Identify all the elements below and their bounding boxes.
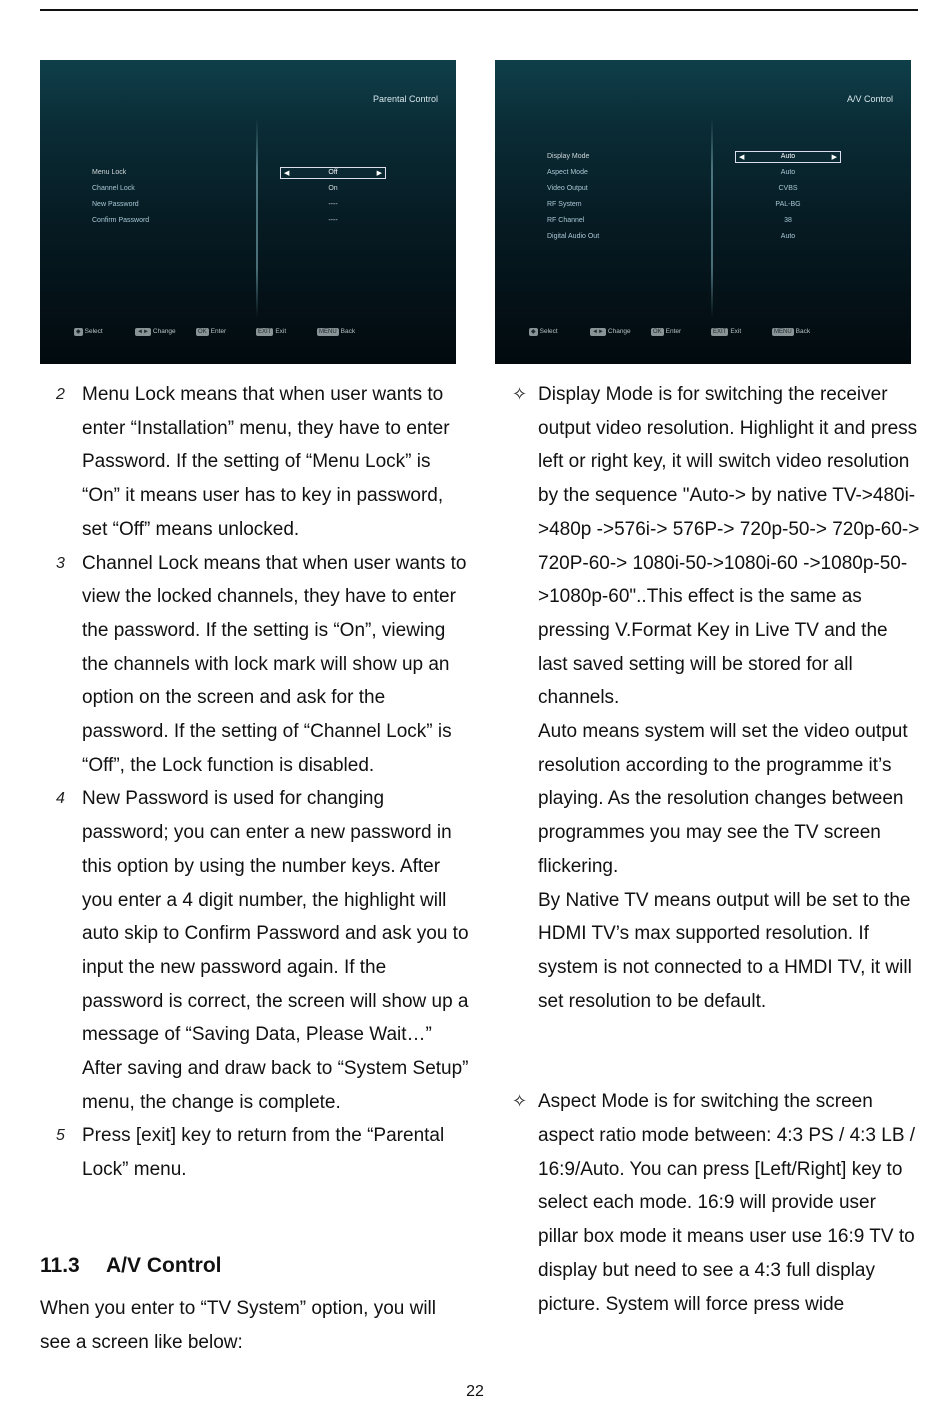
change-key-icon: ◄► xyxy=(592,329,604,335)
top-rule xyxy=(40,9,918,11)
menu-key-icon: MENU xyxy=(774,329,792,335)
left-arrow-icon: ◀ xyxy=(284,170,290,177)
item-number: 5 xyxy=(56,1127,65,1145)
display-mode-text: Display Mode is for switching the receiver output video resolution. Highlight it and press left or right key, it will switch video resolution by the sequence "Auto-> by native TV->480i->480p ->576i-> 576P-> 720p-50-> 720p-60-> 720P-60-> 1080i-50->1080i-60 ->1080p-50->1080p-60"..This effect is the same as pressing V.Format Key in Live TV and the last saved setting will be stored for all channels. xyxy=(538,384,920,709)
select-key-icon: ◆ xyxy=(531,329,536,335)
list-item xyxy=(40,378,470,547)
exit-key-icon: EXIT xyxy=(713,329,727,335)
confirm-password-value: ---- xyxy=(328,217,338,224)
av-control-screenshot xyxy=(495,60,911,364)
item-text: Channel Lock means that when user wants to view the locked channels, they have to enter the password. If the setting is “On”, viewing the channels with lock mark will show up an option on the screen and ask for the password. If the setting of “Channel Lock” is “Off”, the Lock function is disabled. xyxy=(82,552,467,776)
footer-enter: OK Enter xyxy=(198,328,227,335)
exit-key-icon: EXIT xyxy=(258,329,272,335)
screen-divider xyxy=(711,118,713,318)
footer-back: MENU Back xyxy=(774,328,811,335)
menu-lock-value: Off xyxy=(328,169,338,176)
section-intro: When you enter to “TV System” option, you will see a screen like below: xyxy=(40,1298,436,1353)
rf-channel-label: RF Channel xyxy=(547,217,585,224)
item-number: 2 xyxy=(56,386,65,403)
footer-select: ◆ Select xyxy=(531,328,558,335)
item-number: 3 xyxy=(56,554,65,572)
screen-divider xyxy=(256,118,258,318)
left-column xyxy=(40,378,470,1187)
display-mode-value: Auto xyxy=(780,153,796,160)
display-mode-selector xyxy=(735,151,841,163)
menu-key-icon: MENU xyxy=(319,329,337,335)
footer-change: ◄► Change xyxy=(137,328,176,335)
screen-footer xyxy=(529,328,911,340)
left-arrow-icon: ◀ xyxy=(739,154,745,161)
ok-key-icon: OK xyxy=(198,329,207,335)
channel-lock-value: On xyxy=(328,185,338,192)
list-item xyxy=(40,782,470,1119)
bullet-star-icon: ✧ xyxy=(512,384,528,404)
rf-channel-value: 38 xyxy=(784,217,792,224)
aspect-mode-label: Aspect Mode xyxy=(547,169,588,176)
channel-lock-label: Channel Lock xyxy=(92,185,135,192)
auto-paragraph: Auto means system will set the video output resolution according to the programme it’s playing. As the resolution changes between programmes you may see the TV screen flickering. xyxy=(538,721,908,877)
section-number: 11.3 xyxy=(40,1254,80,1277)
rf-system-value: PAL-BG xyxy=(775,201,801,208)
select-key-icon: ◆ xyxy=(76,329,81,335)
list-item xyxy=(40,1119,470,1186)
section-title: A/V Control xyxy=(106,1254,222,1277)
rf-system-label: RF System xyxy=(547,201,582,208)
digital-audio-out-label: Digital Audio Out xyxy=(547,233,600,240)
item-text: Menu Lock means that when user wants to enter “Installation” menu, they have to enter Password. If the setting of “Menu Lock” is “On” it means user has to key in password, set “Off” means unlocked. xyxy=(82,384,450,540)
screen-footer xyxy=(74,328,456,340)
list-item xyxy=(510,1085,920,1321)
item-text: Press [exit] key to return from the “Parental Lock” menu. xyxy=(82,1125,445,1181)
menu-lock-selector xyxy=(280,167,386,179)
video-output-label: Video Output xyxy=(547,185,588,192)
ok-key-icon: OK xyxy=(653,329,662,335)
footer-enter: OK Enter xyxy=(653,328,682,335)
footer-back: MENU Back xyxy=(319,328,356,335)
digital-audio-out-value: Auto xyxy=(780,233,796,240)
right-column xyxy=(510,378,920,1321)
footer-exit: EXIT Exit xyxy=(713,328,742,335)
right-arrow-icon: ▶ xyxy=(831,154,837,161)
change-key-icon: ◄► xyxy=(137,329,149,335)
list-item xyxy=(510,378,920,715)
spacer xyxy=(510,1018,920,1085)
native-paragraph: By Native TV means output will be set to the HDMI TV’s max supported resolution. If system is not connected to a HMDI TV, it will set resolution to be default. xyxy=(538,889,912,1012)
screen-title: Parental Control xyxy=(372,94,438,104)
item-number: 4 xyxy=(56,790,65,808)
parental-control-screenshot xyxy=(40,60,456,364)
new-password-value: ---- xyxy=(328,201,338,208)
page-number: 22 xyxy=(466,1383,484,1400)
section-heading xyxy=(40,1254,222,1278)
footer-exit: EXIT Exit xyxy=(258,328,287,335)
aspect-mode-text: Aspect Mode is for switching the screen aspect ratio mode between: 4:3 PS / 4:3 LB / 16:9/Auto. You can press [Left/Right] key to select each mode. 16:9 will provide user pillar box mode it means user use 16:9 TV to display but need to see a 4:3 full display picture. System will force press wide xyxy=(538,1091,916,1315)
footer-change: ◄► Change xyxy=(592,328,631,335)
list-item xyxy=(40,547,470,783)
confirm-password-label: Confirm Password xyxy=(92,217,150,224)
footer-select: ◆ Select xyxy=(76,328,103,335)
screen-title: A/V Control xyxy=(846,94,893,104)
menu-lock-label: Menu Lock xyxy=(92,169,127,176)
bullet-star-icon: ✧ xyxy=(512,1091,528,1112)
aspect-mode-value: Auto xyxy=(780,169,796,176)
video-output-value: CVBS xyxy=(778,185,798,192)
display-mode-label: Display Mode xyxy=(547,153,590,160)
new-password-label: New Password xyxy=(92,201,139,208)
item-text: New Password is used for changing password; you can enter a new password in this option by using the number keys. After you enter a 4 digit number, the highlight will auto skip to Confirm Password and ask you to input the new password again. If the password is correct, the screen will show up a message of “Saving Data, Please Wait…” After saving and draw back to “System Setup” menu, the change is complete. xyxy=(82,788,469,1113)
right-arrow-icon: ▶ xyxy=(376,170,382,177)
